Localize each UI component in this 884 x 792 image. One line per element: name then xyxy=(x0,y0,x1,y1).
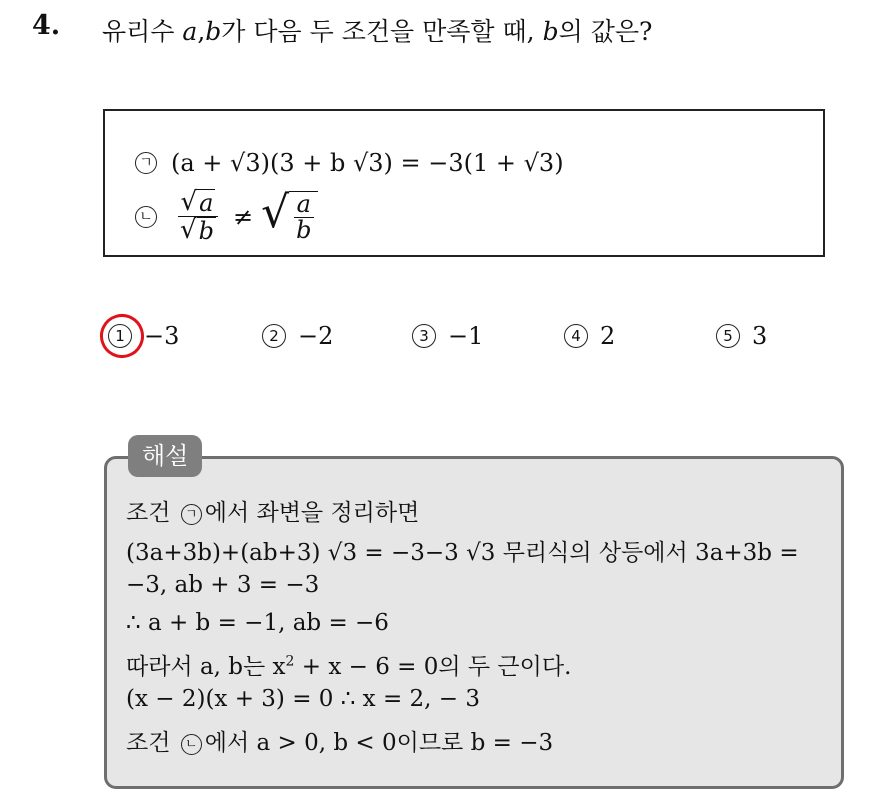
frac-numerator: a xyxy=(199,189,214,217)
solution-line-5-sup: 2 xyxy=(285,653,295,670)
var-b-2: b xyxy=(542,17,559,46)
condition-2 xyxy=(135,186,318,246)
choice-2-number: 2 xyxy=(262,324,286,348)
solution-line-5 xyxy=(126,648,571,681)
question-middle: 가 다음 두 조건을 만족할 때, xyxy=(221,17,535,46)
solution-line-7-post: 에서 a > 0, b < 0이므로 b = −3 xyxy=(204,730,554,756)
not-equal-sign: ≠ xyxy=(232,202,254,231)
solution-line-2: (3a+3b)+(ab+3) √3 = −3−3 √3 무리식의 상등에서 3a+3b = xyxy=(126,540,799,566)
sqrt-fraction: √ a √ b xyxy=(177,189,219,245)
solution-line-7-marker: ㄴ xyxy=(181,734,202,755)
solution-line-1 xyxy=(126,494,419,527)
solution-line-1-marker: ㄱ xyxy=(181,504,202,525)
solution-tag: 해설 xyxy=(128,435,202,477)
choice-1-number: 1 xyxy=(108,324,132,348)
condition-1-equation: (a + √3)(3 + b √3) = −3(1 + √3) xyxy=(171,149,564,177)
choice-4-number: 4 xyxy=(564,324,588,348)
question-comma: , xyxy=(197,17,206,46)
choice-5-number: 5 xyxy=(716,324,740,348)
question-suffix: 의 값은? xyxy=(558,17,653,46)
solution-line-5-pre: 따라서 a, b는 x xyxy=(126,654,286,680)
solution-line-3: −3, ab + 3 = −3 xyxy=(126,572,320,598)
choice-2-value: −2 xyxy=(298,322,334,350)
solution-line-7-pre: 조건 xyxy=(126,730,171,756)
var-b: b xyxy=(205,17,222,46)
question-number: 4. xyxy=(32,10,61,41)
solution-line-5-post: + x − 6 = 0의 두 근이다. xyxy=(294,654,572,680)
choice-2[interactable] xyxy=(262,322,333,350)
var-a: a xyxy=(182,17,198,46)
solution-line-1-post: 에서 좌변을 정리하면 xyxy=(204,500,420,526)
choice-1-value: −3 xyxy=(144,322,180,350)
condition-2-marker: ㄴ xyxy=(135,206,157,228)
choice-3-number: 3 xyxy=(412,324,436,348)
choice-5[interactable] xyxy=(716,322,767,350)
condition-1 xyxy=(135,149,564,177)
solution-line-7 xyxy=(126,724,553,757)
root-denominator: b xyxy=(296,215,312,244)
sqrt-of-fraction: √ $\frac{a}{b}$ xyxy=(261,191,318,243)
solution-line-1-pre: 조건 xyxy=(126,500,171,526)
choice-4[interactable] xyxy=(564,322,615,350)
choice-4-value: 2 xyxy=(600,322,616,350)
frac-denominator: b xyxy=(198,217,214,246)
condition-1-marker: ㄱ xyxy=(135,152,157,174)
question-prefix: 유리수 xyxy=(102,17,175,46)
choice-5-value: 3 xyxy=(752,322,768,350)
question-text xyxy=(102,12,652,48)
conditions-box xyxy=(103,109,825,257)
choice-3[interactable] xyxy=(412,322,483,350)
solution-line-6: (x − 2)(x + 3) = 0 ∴ x = 2, − 3 xyxy=(126,686,481,712)
choice-3-value: −1 xyxy=(448,322,484,350)
choice-1[interactable] xyxy=(108,322,179,350)
solution-line-4: ∴ a + b = −1, ab = −6 xyxy=(126,610,389,636)
root-numerator: a xyxy=(294,192,314,218)
